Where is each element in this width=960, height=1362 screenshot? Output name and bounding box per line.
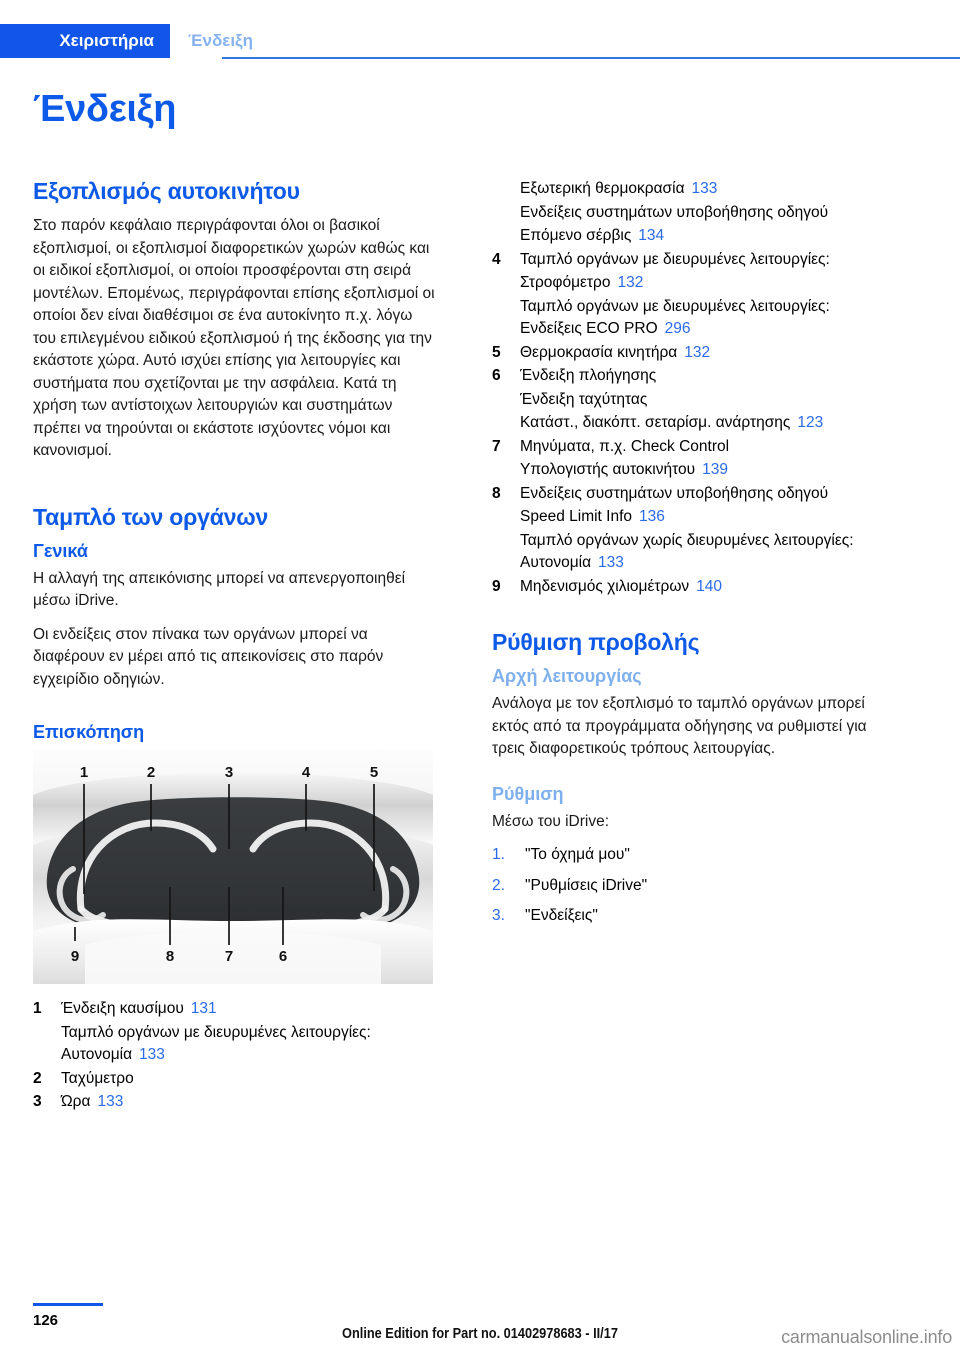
legend-number: 8 <box>492 484 501 502</box>
legend-entry-label: Μηδενισμός χιλιομέτρων <box>520 577 690 595</box>
legend-entry-label: Στροφόμετρο <box>520 274 611 291</box>
callout-3: 3 <box>224 764 234 781</box>
legend-row <box>492 178 895 201</box>
footer-edition-text: Online Edition for Part no. 01402978683 - II/17 <box>342 1326 618 1342</box>
legend-entry-label: Ένδειξη πλοήγησης <box>520 367 657 384</box>
legend-entry <box>61 1068 436 1091</box>
legend-entry <box>520 530 895 575</box>
legend-row <box>492 483 895 506</box>
step-label: "Το όχημά μου" <box>525 846 630 863</box>
legend-number: 9 <box>492 577 501 595</box>
page-reference-link[interactable]: 133 <box>139 1046 165 1063</box>
legend-row <box>492 576 895 599</box>
legend-row <box>492 459 895 482</box>
subheading-operating-principle: Αρχή λειτουργίας <box>492 666 642 686</box>
tab-controls[interactable]: Χειριστήρια <box>0 24 170 58</box>
legend-number: 1 <box>33 1000 42 1017</box>
step-number: 1. <box>492 846 505 863</box>
legend-row <box>492 249 895 272</box>
legend-list-right <box>492 178 895 598</box>
legend-number: 5 <box>492 343 501 361</box>
legend-entry-label: Ταχύμετρο <box>61 1069 134 1087</box>
instrument-cluster-diagram <box>33 749 433 984</box>
legend-row <box>492 202 895 225</box>
step-number: 3. <box>492 907 505 924</box>
page-reference-link[interactable]: 139 <box>702 461 728 478</box>
legend-entry <box>520 483 895 506</box>
callout-7: 7 <box>224 948 234 965</box>
callout-9: 9 <box>70 948 80 965</box>
legend-entry-label: Ταμπλό οργάνων με διευρυμένες λειτουργίες: Ενδείξεις ECO PRO <box>520 297 830 337</box>
callout-4: 4 <box>301 764 311 781</box>
legend-entry <box>520 436 895 459</box>
legend-entry <box>520 459 895 482</box>
legend-entry <box>520 506 895 529</box>
page-reference-link[interactable]: 134 <box>638 227 665 244</box>
page-reference-link[interactable]: 136 <box>639 508 665 525</box>
header-divider <box>222 57 960 59</box>
legend-entry <box>520 296 895 341</box>
left-column <box>33 178 436 1115</box>
idrive-step <box>492 844 895 867</box>
legend-number: 7 <box>492 437 501 455</box>
legend-entry <box>61 1091 436 1114</box>
legend-entry <box>520 342 895 365</box>
page-reference-link[interactable]: 133 <box>691 180 718 197</box>
page-reference-link[interactable]: 140 <box>696 577 723 595</box>
legend-entry <box>520 249 895 272</box>
legend-number: 3 <box>33 1093 42 1110</box>
page-reference-link[interactable]: 123 <box>797 414 824 431</box>
page-reference-link[interactable]: 133 <box>598 554 624 571</box>
page-reference-link[interactable]: 131 <box>190 1000 217 1017</box>
paragraph-idrive-intro: Μέσω του iDrive: <box>492 812 610 830</box>
legend-row <box>492 506 895 529</box>
idrive-step <box>492 875 895 898</box>
legend-row <box>492 272 895 295</box>
legend-entry <box>520 178 895 201</box>
legend-entry <box>520 365 895 388</box>
legend-number: 2 <box>33 1069 42 1087</box>
legend-row <box>492 412 895 435</box>
heading-display-setting: Ρύθμιση προβολής <box>492 629 700 655</box>
legend-entry-label: Ταμπλό οργάνων με διευρυμένες λειτουργίες: <box>520 250 830 268</box>
page-title: Ένδειξη <box>33 88 177 130</box>
legend-entry-label: Κατάστ., διακόπτ. σεταρίσμ. ανάρτησης <box>520 414 791 431</box>
page-reference-link[interactable]: 133 <box>97 1093 124 1110</box>
subheading-setting: Ρύθμιση <box>492 783 564 804</box>
legend-entry-label: Ενδείξεις συστημάτων υποβοήθησης οδηγού <box>520 484 829 502</box>
legend-row <box>33 1091 436 1114</box>
legend-entry <box>520 389 895 412</box>
legend-row <box>33 1022 436 1067</box>
legend-row <box>492 436 895 459</box>
legend-row <box>33 1068 436 1091</box>
legend-entry-label: Επόμενο σέρβις <box>520 227 632 244</box>
heading-equipment: Εξοπλισμός αυτοκινήτου <box>33 178 300 204</box>
legend-entry <box>520 576 895 599</box>
legend-entry-label: Ταμπλό οργάνων χωρίς διευρυμένες λειτουργίες: Αυτονομία <box>520 531 854 571</box>
legend-entry <box>520 412 895 435</box>
legend-entry <box>520 225 895 248</box>
legend-entry-label: Μηνύματα, π.χ. Check Control <box>520 437 730 455</box>
callout-8: 8 <box>165 948 175 965</box>
legend-number: 6 <box>492 367 501 384</box>
callout-1: 1 <box>79 764 89 781</box>
page-number: 126 <box>33 1312 59 1329</box>
callout-6: 6 <box>278 948 288 965</box>
subheading-general: Γενικά <box>33 540 88 561</box>
legend-number: 4 <box>492 250 501 268</box>
footer-divider <box>33 1303 103 1306</box>
page-reference-link[interactable]: 296 <box>664 320 691 337</box>
legend-entry-label: Ένδειξη καυσίμου <box>61 1000 184 1017</box>
legend-entry-label: Ενδείξεις συστημάτων υποβοήθησης οδηγού <box>520 203 829 221</box>
legend-entry <box>61 998 436 1021</box>
legend-entry-label: Ταμπλό οργάνων με διευρυμένες λειτουργίες: Αυτονομία <box>61 1023 371 1063</box>
legend-entry-label: Ώρα <box>61 1093 91 1110</box>
paragraph-general-2: Οι ενδείξεις στον πίνακα των οργάνων μπορεί να διαφέρουν εν μέρει από τις απεικονίσεις στο παρόν εγχειρίδιο οδηγιών. <box>33 625 384 688</box>
page-reference-link[interactable]: 132 <box>617 274 644 291</box>
cluster-illustration-svg <box>33 749 433 984</box>
heading-instrument-cluster: Ταμπλό των οργάνων <box>33 503 269 530</box>
legend-entry-label: Ένδειξη ταχύτητας <box>520 390 648 408</box>
right-column <box>492 178 895 936</box>
legend-row <box>492 530 895 575</box>
step-label: "Ενδείξεις" <box>525 907 598 924</box>
step-label: "Ρυθμίσεις iDrive" <box>525 876 648 894</box>
legend-row <box>492 225 895 248</box>
paragraph-equipment: Στο παρόν κεφάλαιο περιγράφονται όλοι οι βασικοί εξοπλισμοί, οι εξοπλισμοί διαφορετικών χωρών καθώς και οι ειδικοί εξοπλισμοί, οι οποίοι προσφέρονται στη σειρά μοντέλων. Επομένως, περιγράφονται επίσης εξοπλισμοί οι οποίοι δεν είναι διαθέσιμοι σε ένα αυτοκίνητο π.χ. λόγω του επιλεγμένου ειδικού εξοπλισμού ή της έκδοσης για την εκάστοτε χώρα. Αυτό ισχύει επίσης για λειτουργίες και συστήματα που σχετίζονται με την ασφάλεια. Κατά τη χρήση των αντίστοιχων λειτουργιών και συστημάτων πρέπει να τηρούνται οι εκάστοτε ισχύοντες νόμοι και κανονισμοί. <box>33 217 435 459</box>
legend-entry <box>61 1022 436 1067</box>
legend-entry <box>520 272 895 295</box>
tab-display[interactable]: Ένδειξη <box>170 24 267 58</box>
legend-list-left <box>33 998 436 1114</box>
idrive-step <box>492 905 895 928</box>
watermark: carmanualsonline.info <box>781 1327 952 1347</box>
page-header <box>0 0 960 58</box>
legend-row <box>492 296 895 341</box>
callout-2: 2 <box>146 764 156 781</box>
step-number: 2. <box>492 876 505 894</box>
legend-row <box>492 342 895 365</box>
legend-row <box>33 998 436 1021</box>
tab-strip <box>0 24 960 58</box>
legend-entry <box>520 202 895 225</box>
legend-entry-label: Speed Limit Info <box>520 508 633 525</box>
callout-5: 5 <box>369 764 379 781</box>
paragraph-general-1: Η αλλαγή της απεικόνισης μπορεί να απενεργοποιηθεί μέσω iDrive. <box>33 569 406 609</box>
legend-row <box>492 389 895 412</box>
page-reference-link[interactable]: 132 <box>684 343 711 361</box>
idrive-steps-list <box>492 844 895 928</box>
legend-entry-label: Υπολογιστής αυτοκινήτου <box>520 461 696 478</box>
paragraph-display-setting: Ανάλογα με τον εξοπλισμό το ταμπλό οργάνων μπορεί εκτός από τα προγράμματα οδήγησης να ρυθμιστεί για τρεις διαφορετικούς τρόπους λειτουργίας. <box>492 695 867 757</box>
legend-entry-label: Θερμοκρασία κινητήρα <box>520 343 678 361</box>
legend-entry-label: Εξωτερική θερμοκρασία <box>520 180 685 197</box>
legend-row <box>492 365 895 388</box>
subheading-overview: Επισκόπηση <box>33 722 145 742</box>
